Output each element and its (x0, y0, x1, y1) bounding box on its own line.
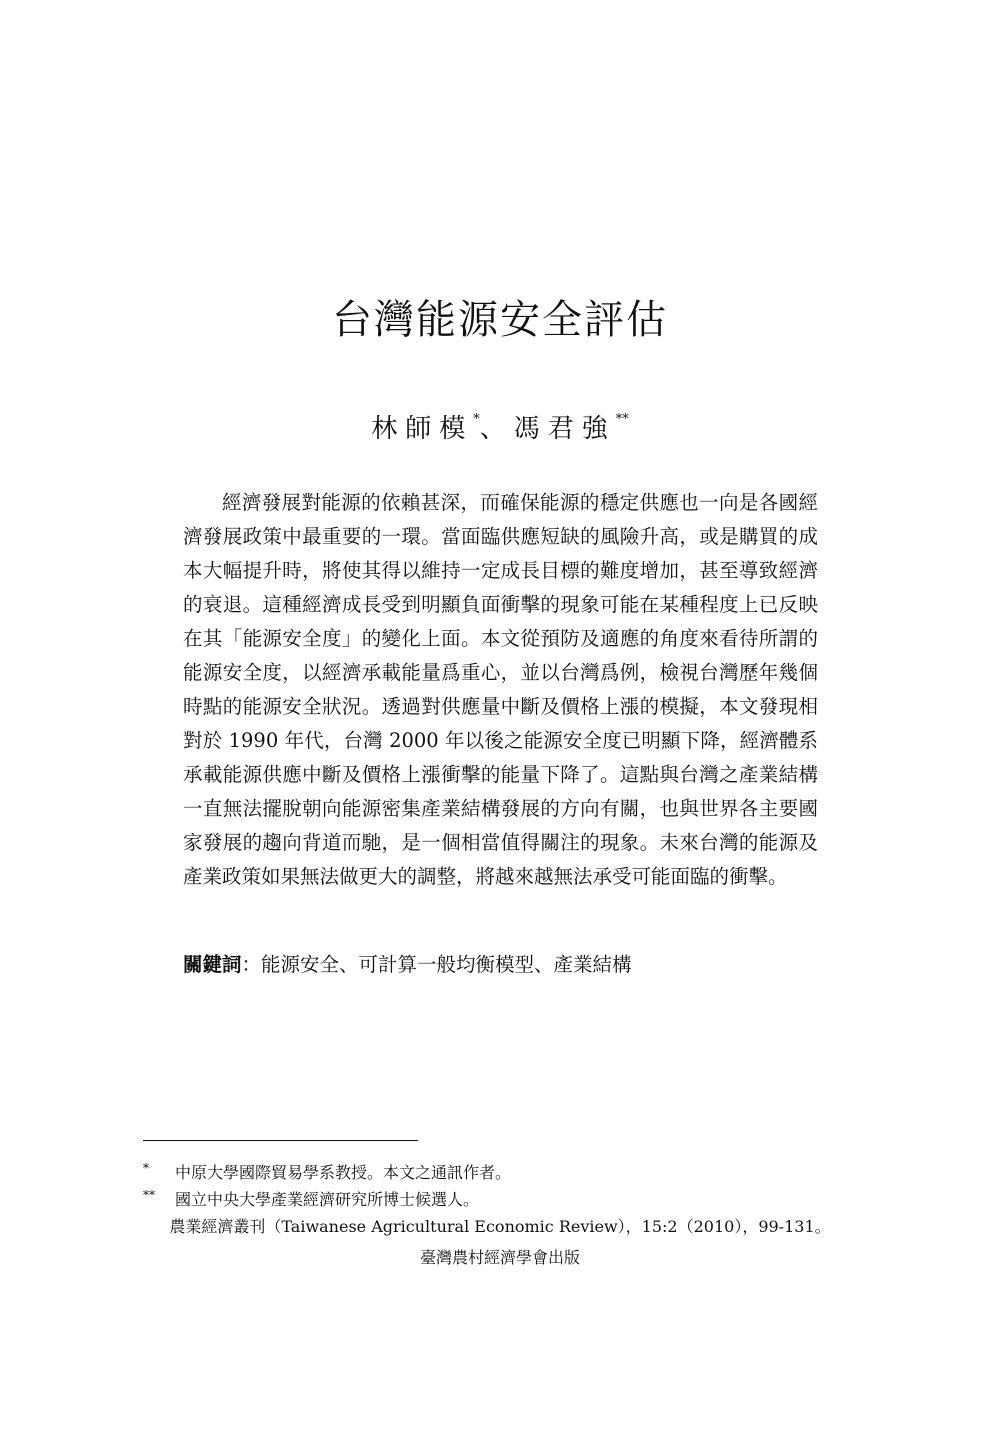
keywords-list: 能源安全、可計算一般均衡模型、產業結構 (261, 953, 632, 976)
author-name: 馮君強 (513, 414, 616, 444)
journal-citation: 農業經濟叢刊（Taiwanese Agricultural Economic Review），15:2（2010），99-131。 (169, 1217, 831, 1236)
author-affiliation-mark: ** (615, 412, 629, 427)
footnote-mark: * (143, 1161, 149, 1175)
paper-title: 台灣能源安全評估 (332, 297, 668, 343)
keywords-label: 關鍵詞 (183, 953, 242, 976)
footnote-mark: ** (143, 1188, 155, 1202)
footnote (143, 1183, 843, 1212)
author-line (0, 408, 1000, 445)
author-name: 林師模 (371, 414, 474, 444)
footnote (143, 1156, 843, 1185)
footnote-divider (143, 1140, 418, 1141)
publisher-line: 臺灣農村經濟學會出版 (419, 1248, 580, 1267)
footnote-text: 中原大學國際貿易學系教授。本文之通訊作者。 (175, 1163, 512, 1182)
keywords-separator: ： (241, 953, 262, 976)
keywords-line (183, 950, 818, 980)
author-separator: 、 (479, 414, 514, 444)
footnote-text: 國立中央大學產業經濟研究所博士候選人。 (175, 1190, 480, 1209)
abstract-paragraph: 經濟發展對能源的依賴甚深，而確保能源的穩定供應也一向是各國經濟發展政策中最重要的一環。當面臨供應短缺的風險升高，或是購買的成本大幅提升時，將使其得以維持一定成長目標的難度增加，甚至導致經濟的衰退。這種經濟成長受到明顯負面衝擊的現象可能在某種程度上已反映在其「能源安全度」的變化上面。本文從預防及適應的角度來看待所謂的能源安全度，以經濟承載能量爲重心，並以台灣爲例，檢視台灣歷年幾個時點的能源安全狀況。透過對供應量中斷及價格上漲的模擬，本文發現相對於 1990 年代，台灣 2000 年以後之能源安全度已明顯下降，經濟體系承載能源供應中斷及價格上漲衝擊的能量下降了。這點與台灣之產業結構一直無法擺脫朝向能源密集產業結構發展的方向有關，也與世界各主要國家發展的趨向背道而馳，是一個相當值得關注的現象。未來台灣的能源及產業政策如果無法做更大的調整，將越來越無法承受可能面臨的衝擊。 (183, 491, 818, 888)
author-affiliation-mark: * (473, 412, 480, 427)
